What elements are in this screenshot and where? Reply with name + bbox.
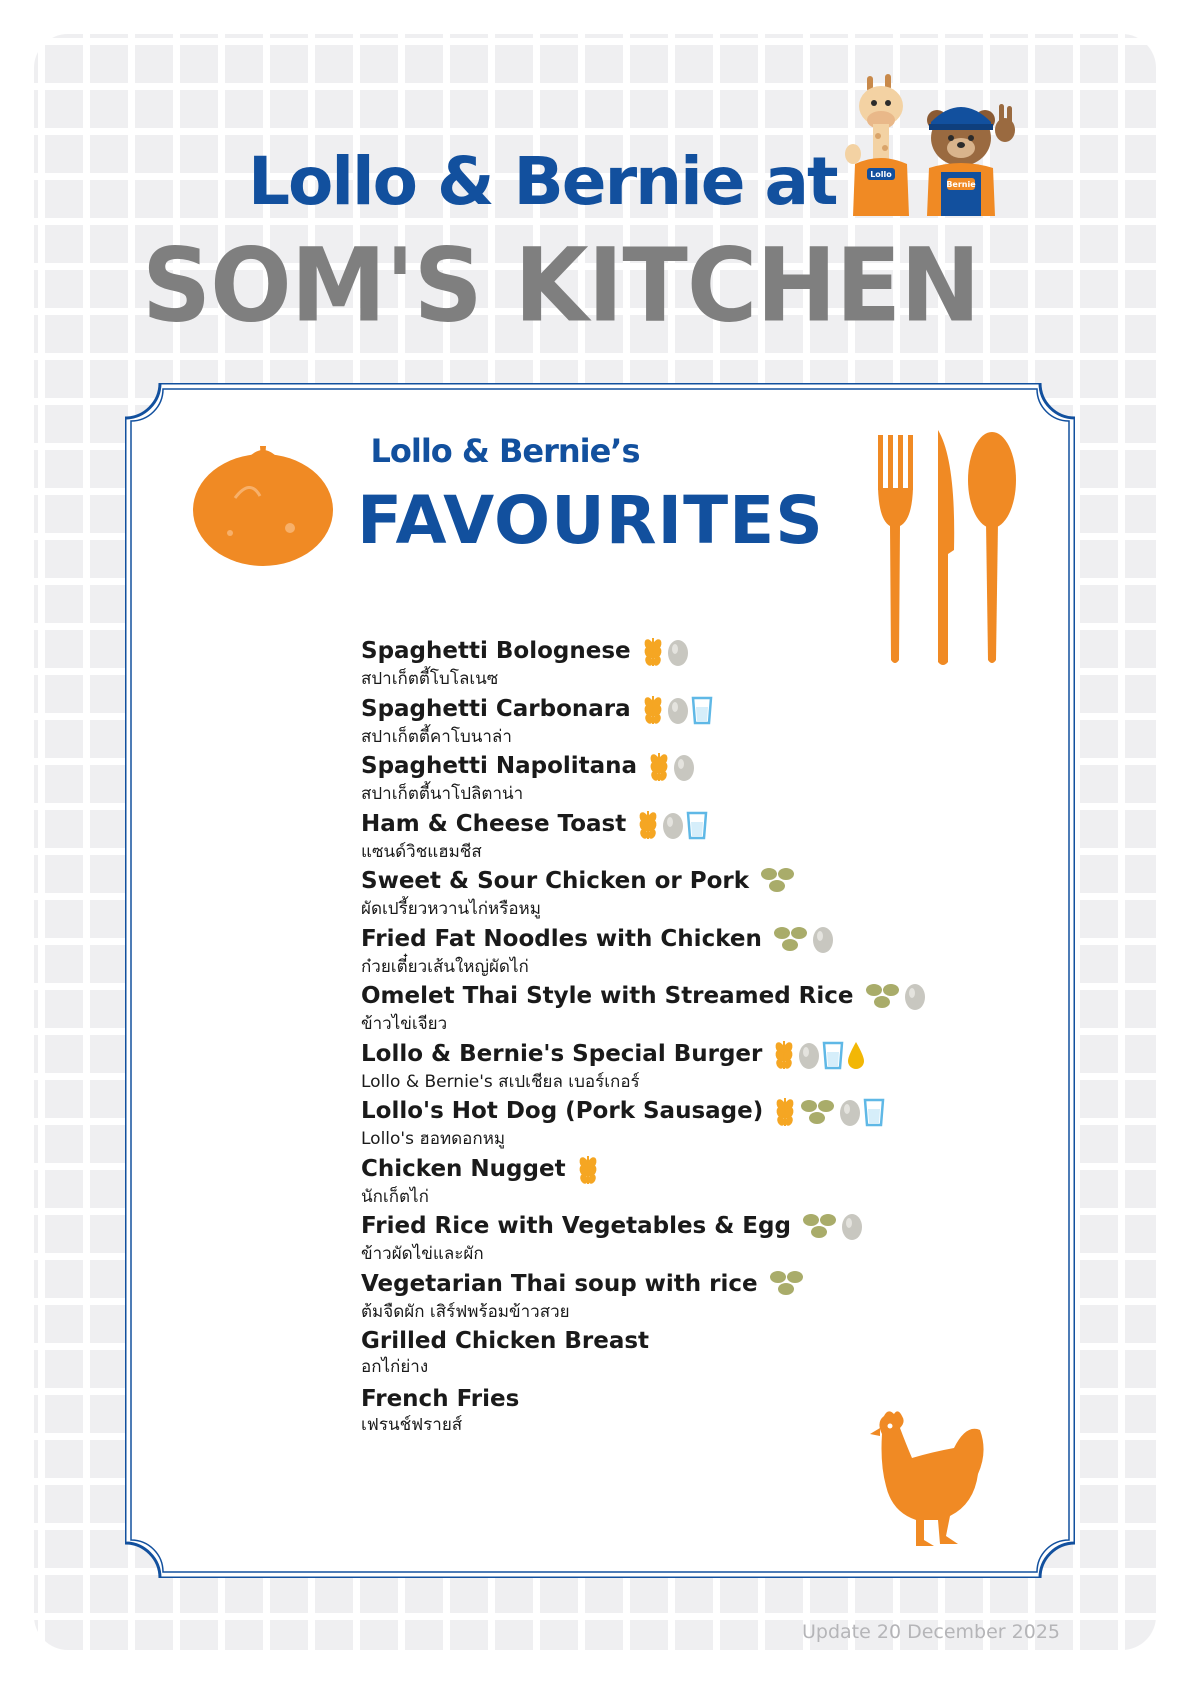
egg-icon	[812, 928, 836, 947]
menu-item	[361, 981, 981, 1039]
gluten-icon	[647, 757, 673, 776]
update-date: Update 20 December 2025	[802, 1621, 1060, 1643]
allergen-icons	[772, 1039, 868, 1071]
menu-item-thai-name: อกไก่ย่าง	[361, 1357, 429, 1377]
allergen-icons	[768, 1269, 808, 1301]
tomato-icon	[190, 438, 336, 570]
egg-icon	[667, 642, 691, 661]
gluten-icon	[772, 1044, 798, 1063]
egg-icon	[662, 814, 686, 833]
allergen-icons	[576, 1154, 602, 1186]
menu-item-name: Vegetarian Thai soup with rice	[361, 1270, 758, 1297]
milk-icon	[691, 699, 715, 718]
menu-item-name: Fried Fat Noodles with Chicken	[361, 925, 762, 952]
menu-item-thai-name: สปาเก็ตตี้โบโลเนซ	[361, 669, 499, 689]
gluten-icon	[641, 699, 667, 718]
lollo-giraffe-icon	[845, 74, 909, 216]
gluten-icon	[641, 642, 667, 661]
menu-item	[361, 1384, 981, 1442]
menu-item-name: Lollo's Hot Dog (Pork Sausage)	[361, 1098, 764, 1124]
svg-text:Lollo: Lollo	[870, 170, 892, 179]
allergen-icons	[641, 636, 691, 668]
menu-item-thai-name: เฟรนช์ฟรายส์	[361, 1414, 463, 1435]
allergen-icons	[641, 694, 715, 726]
allergen-icons	[773, 1096, 887, 1128]
egg-icon	[841, 1216, 865, 1235]
section-subtitle: Lollo & Bernie’s	[370, 432, 640, 470]
milk-icon	[863, 1102, 887, 1121]
menu-item-name: Ham & Cheese Toast	[361, 810, 627, 837]
menu-item	[361, 866, 981, 924]
menu-item-thai-name: Lollo's ฮอทดอกหมู	[361, 1129, 506, 1149]
menu-item-thai-name: Lollo & Bernie's สเปเชียล เบอร์เกอร์	[361, 1071, 640, 1092]
milk-icon	[686, 814, 710, 833]
menu-item-name: Fried Rice with Vegetables & Egg	[361, 1213, 791, 1239]
egg-icon	[904, 986, 928, 1005]
soy-icon	[759, 870, 799, 889]
allergen-icons	[759, 866, 799, 898]
milk-icon	[822, 1044, 846, 1063]
menu-item-thai-name: นักเก็ตไก่	[361, 1186, 429, 1207]
gluten-icon	[773, 1102, 799, 1121]
gluten-icon	[576, 1159, 602, 1178]
menu-item-name: Sweet & Sour Chicken or Pork	[361, 868, 750, 894]
soy-icon	[768, 1272, 808, 1291]
menu-list	[361, 636, 981, 1441]
allergen-icons	[636, 809, 710, 841]
menu-item	[361, 1096, 981, 1154]
soy-icon	[772, 928, 812, 947]
menu-item-name: Omelet Thai Style with Streamed Rice	[361, 983, 854, 1009]
menu-item	[361, 924, 981, 982]
soy-icon	[801, 1216, 841, 1235]
menu-item-thai-name: สปาเก็ตตี้นาโปลิตาน่า	[361, 784, 524, 804]
page-title: Lollo & Bernie at	[248, 143, 837, 220]
menu-item-thai-name: แซนด์วิชแฮมชีส	[361, 841, 482, 862]
menu-item-thai-name: สปาเก็ตตี้คาโบนาล่า	[361, 726, 512, 747]
mascot-illustration	[845, 68, 1025, 228]
menu-item	[361, 751, 981, 809]
menu-item	[361, 1211, 981, 1269]
menu-item	[361, 1326, 981, 1384]
egg-icon	[798, 1044, 822, 1063]
cutlery-icon	[868, 430, 1018, 670]
menu-item	[361, 1269, 981, 1327]
egg-icon	[673, 757, 697, 776]
gluten-icon	[636, 814, 662, 833]
allergen-icons	[772, 924, 836, 956]
bernie-bear-icon	[927, 104, 1015, 216]
oil-icon	[846, 1044, 868, 1063]
menu-item-thai-name: ผัดเปรี้ยวหวานไก่หรือหมู	[361, 899, 541, 919]
menu-item-name: Spaghetti Carbonara	[361, 695, 631, 722]
menu-item-thai-name: ข้าวไข่เจียว	[361, 1014, 448, 1034]
allergen-icons	[801, 1211, 865, 1243]
menu-item-thai-name: ก๋วยเตี๋ยวเส้นใหญ่ผัดไก่	[361, 956, 529, 977]
menu-item	[361, 694, 981, 752]
allergen-icons	[647, 751, 697, 783]
menu-item-name: Chicken Nugget	[361, 1155, 566, 1182]
egg-icon	[839, 1102, 863, 1121]
menu-item-thai-name: ข้าวผัดไข่และผัก	[361, 1244, 484, 1264]
menu-item	[361, 809, 981, 867]
svg-text:Bernie: Bernie	[946, 180, 976, 189]
section-title: FAVOURITES	[357, 482, 824, 559]
egg-icon	[667, 699, 691, 718]
menu-item-thai-name: ต้มจืดผัก เสิร์ฟพร้อมข้าวสวย	[361, 1301, 570, 1322]
menu-item-name: Lollo & Bernie's Special Burger	[361, 1040, 763, 1067]
menu-item	[361, 1039, 981, 1097]
venue-title: SOM'S KITCHEN	[142, 226, 980, 345]
soy-icon	[799, 1102, 839, 1121]
menu-item-name: Grilled Chicken Breast	[361, 1328, 650, 1354]
menu-item	[361, 1154, 981, 1212]
menu-item-name: Spaghetti Bolognese	[361, 638, 631, 664]
menu-item-name: French Fries	[361, 1385, 520, 1412]
soy-icon	[864, 986, 904, 1005]
menu-item-name: Spaghetti Napolitana	[361, 753, 638, 779]
allergen-icons	[864, 981, 928, 1013]
menu-item	[361, 636, 981, 694]
